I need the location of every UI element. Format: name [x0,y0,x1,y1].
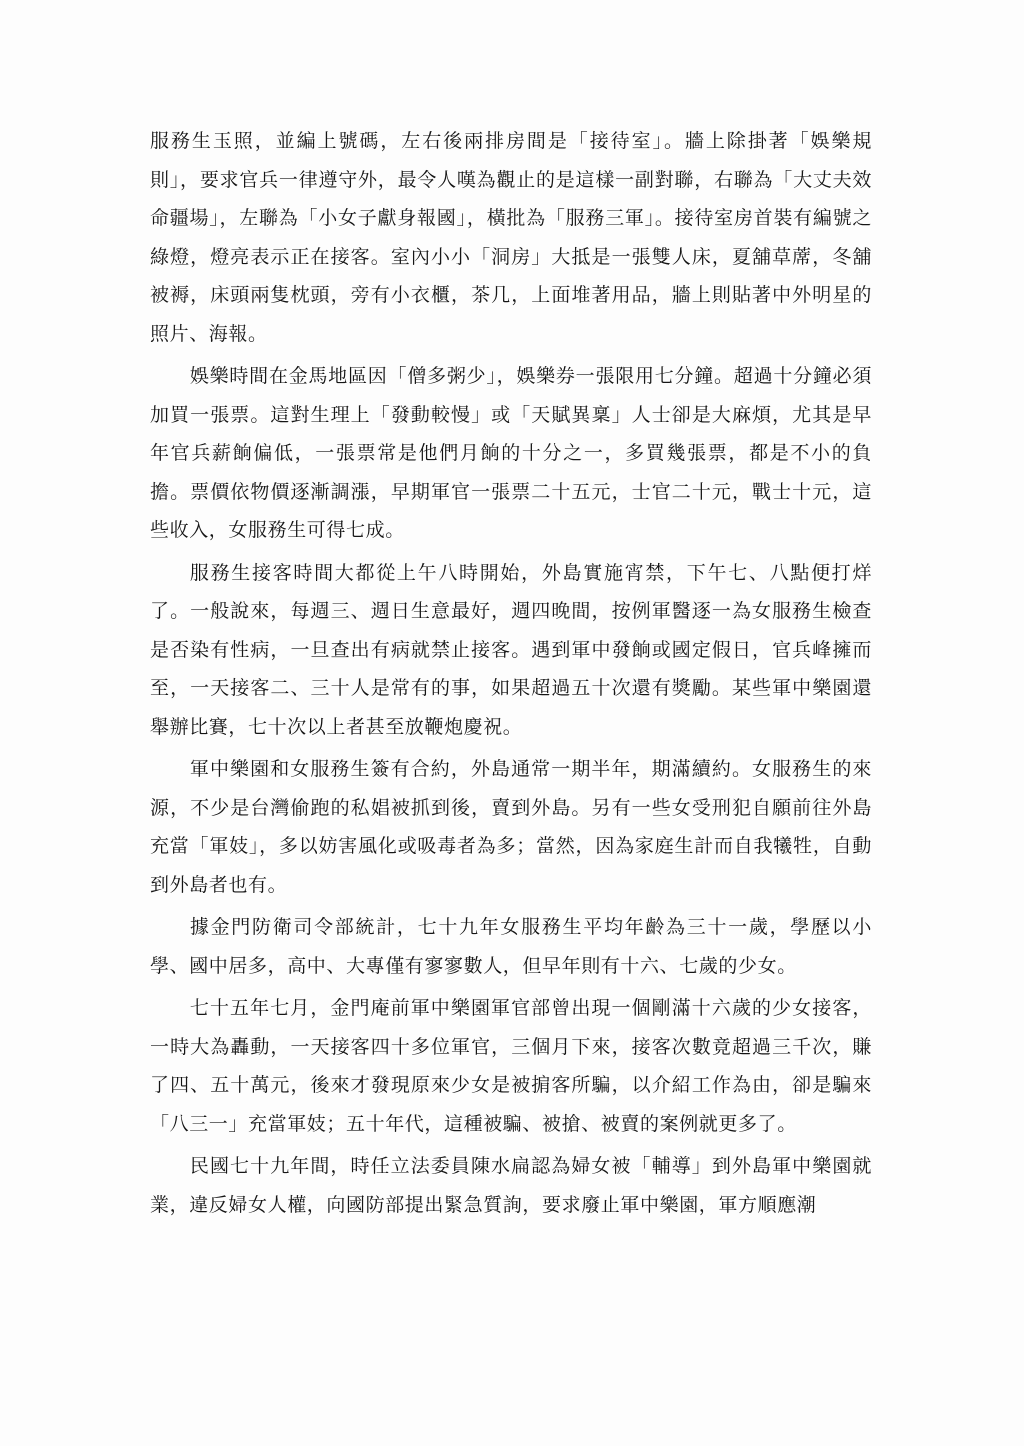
paragraph-contracts: 軍中樂園和女服務生簽有合約，外島通常一期半年，期滿續約。女服務生的來源，不少是台灣偷跑的私娼被抓到後，賣到外島。另有一些女受刑犯自願前往外島充當「軍妓」，多以妨害風化或吸毒者為多；當然，因為家庭生計而自我犧牲，自動到外島者也有。 [150,758,872,896]
document-body [150,122,872,1228]
paragraph-statistics: 據金門防衛司令部統計，七十九年女服務生平均年齡為三十一歲，學歷以小學、國中居多，高中、大專僅有寥寥數人，但早年則有十六、七歲的少女。 [150,916,872,977]
paragraph-service-hours: 服務生接客時間大都從上午八時開始，外島實施宵禁，下午七、八點便打烊了。一般說來，每週三、週日生意最好，週四晚間，按例軍醫逐一為女服務生檢查是否染有性病，一旦查出有病就禁止接客。遇到軍中發餉或國定假日，官兵峰擁而至，一天接客二、三十人是常有的事，如果超過五十次還有獎勵。某些軍中樂園還舉辦比賽，七十次以上者甚至放鞭炮慶祝。 [150,561,872,738]
paragraph-continued: 服務生玉照，並編上號碼，左右後兩排房間是「接待室」。牆上除掛著「娛樂規則」，要求官兵一律遵守外，最令人嘆為觀止的是這樣一副對聯，右聯為「大丈夫效命疆場」，左聯為「小女子獻身報國」，橫批為「服務三軍」。接待室房首裝有編號之綠燈，燈亮表示正在接客。室內小小「洞房」大抵是一張雙人床，夏舖草蓆，冬舖被褥，床頭兩隻枕頭，旁有小衣櫃，茶几，上面堆著用品，牆上則貼著中外明星的照片、海報。 [150,130,872,345]
paragraph-entertainment-time: 娛樂時間在金馬地區因「僧多粥少」，娛樂券一張限用七分鐘。超過十分鐘必須加買一張票。這對生理上「發動較慢」或「天賦異稟」人士卻是大麻煩，尤其是早年官兵薪餉偏低，一張票常是他們月餉的十分之一，多買幾張票，都是不小的負擔。票價依物價逐漸調漲，早期軍官一張票二十五元，士官二十元，戰士十元，這些收入，女服務生可得七成。 [150,365,872,541]
paragraph-legislative-inquiry: 民國七十九年間，時任立法委員陳水扁認為婦女被「輔導」到外島軍中樂園就業，違反婦女人權，向國防部提出緊急質詢，要求廢止軍中樂園，軍方順應潮 [150,1155,872,1216]
paragraph-1986-case: 七十五年七月，金門庵前軍中樂園軍官部曾出現一個剛滿十六歲的少女接客，一時大為轟動，一天接客四十多位軍官，三個月下來，接客次數竟超過三千次，賺了四、五十萬元，後來才發現原來少女是被掮客所騙，以介紹工作為由，卻是騙來「八三一」充當軍妓；五十年代，這種被騙、被搶、被賣的案例就更多了。 [150,997,872,1135]
